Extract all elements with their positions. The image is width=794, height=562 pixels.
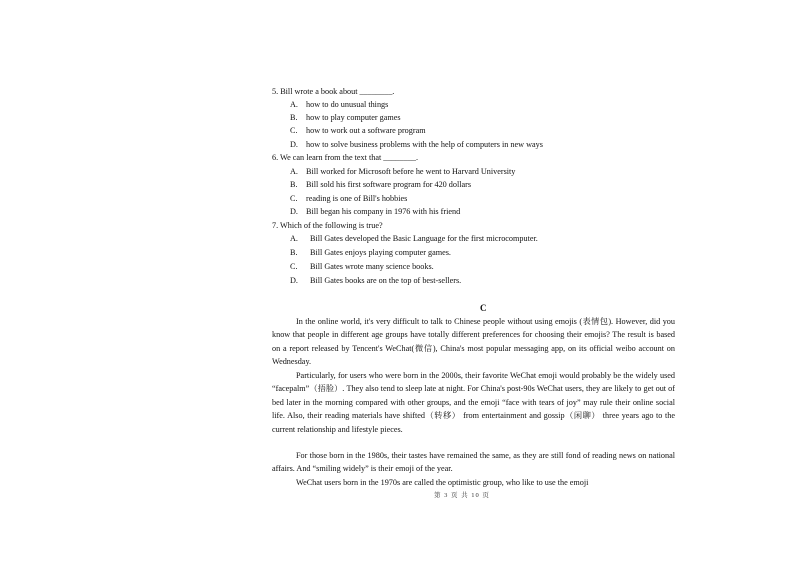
question-7-option-a [290,234,538,244]
option-letter: D. [290,207,298,216]
option-text: how to solve business problems with the help of computers in new ways [306,140,543,149]
question-5-stem: 5. Bill wrote a book about ________. [272,87,395,96]
question-5-option-a [290,100,388,110]
passage-paragraph-4 [272,476,675,489]
paragraph-text: For those born in the 1980s, their tastes have remained the same, as they are still fond of reading news on national affairs. And “smiling widely” is their emoji of the year. [272,451,675,474]
question-5-option-c [290,126,426,136]
option-text: Bill Gates books are on the top of best-sellers. [310,276,462,285]
paragraph-text: Particularly, for users who were born in the 2000s, their favorite WeChat emoji would probably be the widely used “facepalm”（捂脸）. They also tend to sleep late at night. For China's post-90s WeChat users, they are likely to get out of bed later in the morning compared with other groups, and the emoji “face with tears of joy” may rule their online social life. Also, their reading materials have shifted（转移） from entertainment and gossip（闲聊） three years ago to the current relationship and lifestyle pieces. [272,371,675,434]
option-text: Bill sold his first software program for 420 dollars [306,180,472,189]
option-text: Bill Gates enjoys playing computer games. [310,248,451,257]
option-letter: A. [290,234,298,243]
question-7-stem: 7. Which of the following is true? [272,221,383,230]
option-text: Bill began his company in 1976 with his friend [306,207,461,216]
option-text: how to play computer games [306,113,401,122]
option-text: how to work out a software program [306,126,426,135]
question-6-stem: 6. We can learn from the text that ________. [272,153,419,162]
question-6-option-a [290,167,515,177]
option-letter: D. [290,276,298,285]
question-6-option-d [290,207,460,217]
passage-paragraph-2 [272,369,675,436]
question-7-option-c [290,262,434,272]
option-letter: B. [290,248,298,257]
section-heading: C [480,303,487,313]
option-letter: B. [290,113,298,122]
question-7-option-d [290,276,461,286]
page-number: 第 3 页 共 10 页 [434,492,490,499]
question-5-option-d [290,140,543,150]
option-text: Bill Gates wrote many science books. [310,262,434,271]
paragraph-text: WeChat users born in the 1970s are called the optimistic group, who like to use the emoji [296,478,589,487]
option-letter: C. [290,262,298,271]
passage-paragraph-3 [272,449,675,476]
option-letter: B. [290,180,298,189]
option-letter: A. [290,100,298,109]
question-6-option-c [290,194,407,204]
option-text: reading is one of Bill's hobbies [306,194,408,203]
passage-paragraph-1 [272,315,675,369]
option-text: Bill worked for Microsoft before he went to Harvard University [306,167,516,176]
question-7-option-b [290,248,451,258]
question-5-option-b [290,113,401,123]
question-6-option-b [290,180,471,190]
option-text: Bill Gates developed the Basic Language for the first microcomputer. [310,234,538,243]
option-text: how to do unusual things [306,100,389,109]
option-letter: C. [290,194,298,203]
paragraph-text: In the online world, it's very difficult to talk to Chinese people without using emojis (表情包). However, did you know that people in different age groups have totally different preferences for choosing their emojis? The result is based on a report released by Tencent's WeChat(微信), China's most popular messaging app, on its official weibo account on Wednesday. [272,317,675,367]
option-letter: D. [290,140,298,149]
option-letter: A. [290,167,298,176]
option-letter: C. [290,126,298,135]
